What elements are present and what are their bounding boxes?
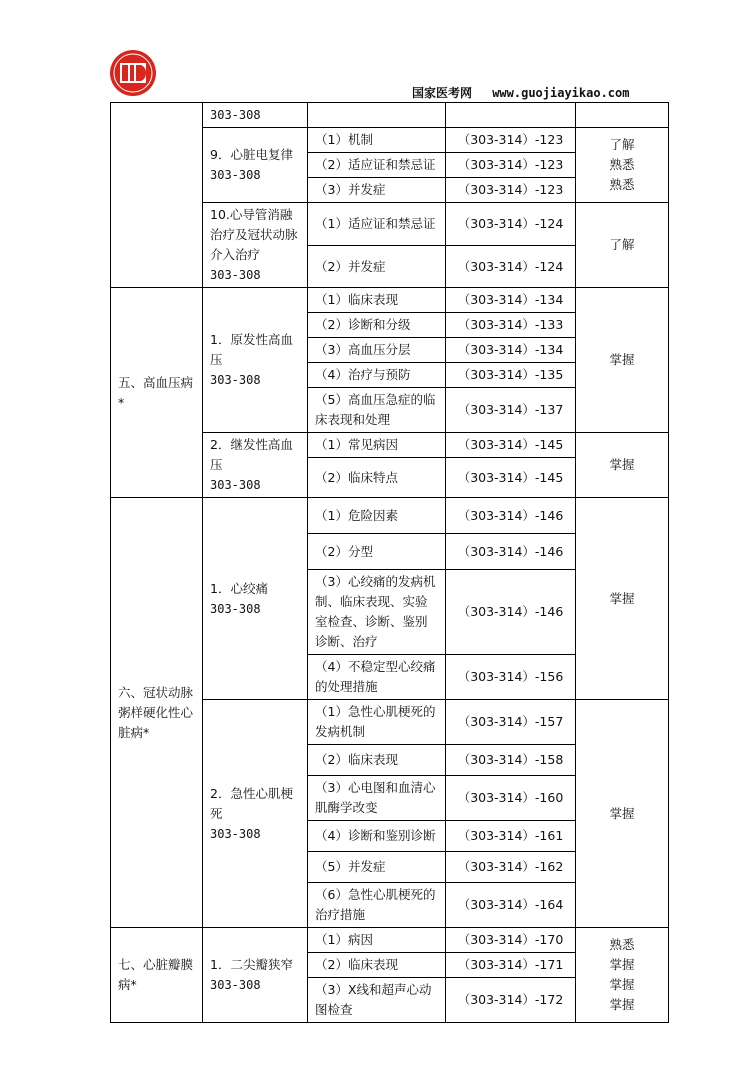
subunit-code: 303-308	[210, 826, 261, 841]
page-cell: （303-314）-146	[446, 498, 576, 534]
level-cell: 掌握	[576, 288, 669, 433]
point-cell: （2）临床表现	[308, 953, 446, 978]
page-cell: （303-314）-134	[446, 338, 576, 363]
subunit-code: 303-308	[210, 268, 261, 282]
level-value: 了解	[609, 137, 635, 152]
point-cell: （3）心电图和血清心肌酶学改变	[308, 776, 446, 821]
page-cell: （303-314）-145	[446, 458, 576, 498]
point-cell: （5）高血压急症的临床表现和处理	[308, 388, 446, 433]
site-header	[412, 84, 629, 101]
page-cell: （303-314）-161	[446, 821, 576, 852]
point-cell: （1）危险因素	[308, 498, 446, 534]
page-cell: （303-314）-156	[446, 655, 576, 700]
point-cell: （4）诊断和鉴别诊断	[308, 821, 446, 852]
page-cell: （303-314）-162	[446, 852, 576, 883]
point-cell: （2）并发症	[308, 246, 446, 288]
subunit-cell	[203, 203, 308, 288]
subunit-title: 10.心导管消融治疗及冠状动脉介入治疗	[210, 207, 298, 262]
level-cell: 了解	[576, 203, 669, 288]
page-cell: （303-314）-135	[446, 363, 576, 388]
subunit-title: 1．心绞痛	[210, 580, 268, 596]
subunit-code: 303-308	[210, 478, 261, 492]
subunit-title: 1．原发性高血压	[210, 332, 293, 367]
page-cell: （303-314）-170	[446, 928, 576, 953]
subunit-title: 9．心脏电复律	[210, 147, 293, 162]
point-cell: （6）急性心肌梗死的治疗措施	[308, 883, 446, 928]
site-name: 国家医考网	[412, 86, 473, 100]
site-url[interactable]: www.guojiayikao.com	[492, 86, 630, 100]
level-cell	[576, 103, 669, 128]
page-cell: （303-314）-133	[446, 313, 576, 338]
page-cell: （303-314）-124	[446, 203, 576, 246]
level-value: 熟悉	[609, 157, 635, 172]
unit-cell: 五、高血压病*	[111, 288, 203, 498]
page-cell: （303-314）-146	[446, 570, 576, 655]
unit-cell: 六、冠状动脉粥样硬化性心脏病*	[111, 498, 203, 928]
level-value: 掌握	[609, 957, 635, 972]
point-cell: （1）病因	[308, 928, 446, 953]
subunit-code: 303-308	[210, 978, 261, 992]
point-cell: （1）常见病因	[308, 433, 446, 458]
subunit-code: 303-308	[210, 168, 261, 182]
subunit-code: 303-308	[210, 601, 261, 616]
point-cell: （3）并发症	[308, 178, 446, 203]
table-row	[111, 498, 669, 534]
subunit-code: 303-308	[203, 103, 308, 128]
table-row	[111, 288, 669, 313]
page-cell: （303-314）-123	[446, 128, 576, 153]
point-cell: （2）诊断和分级	[308, 313, 446, 338]
subunit-code: 303-308	[210, 373, 261, 387]
page-cell	[446, 103, 576, 128]
page-cell: （303-314）-123	[446, 153, 576, 178]
page-cell: （303-314）-137	[446, 388, 576, 433]
page-cell: （303-314）-146	[446, 534, 576, 570]
point-cell: （4）不稳定型心绞痛的处理措施	[308, 655, 446, 700]
page-cell: （303-314）-157	[446, 700, 576, 745]
level-value: 掌握	[609, 977, 635, 992]
table-row	[111, 928, 669, 953]
point-cell: （2）临床表现	[308, 745, 446, 776]
page-cell: （303-314）-171	[446, 953, 576, 978]
point-cell: （1）适应证和禁忌证	[308, 203, 446, 246]
point-cell: （3）X线和超声心动图检查	[308, 978, 446, 1023]
subunit-cell	[203, 128, 308, 203]
point-cell: （1）机制	[308, 128, 446, 153]
point-cell: （2）临床特点	[308, 458, 446, 498]
site-logo	[108, 48, 158, 98]
point-cell: （2）适应证和禁忌证	[308, 153, 446, 178]
level-value: 熟悉	[609, 177, 635, 192]
syllabus-table	[110, 102, 669, 1023]
level-cell	[576, 928, 669, 1023]
subunit-cell	[203, 433, 308, 498]
point-cell: （1）临床表现	[308, 288, 446, 313]
level-value: 熟悉	[609, 937, 635, 952]
point-cell: （3）心绞痛的发病机制、临床表现、实验室检查、诊断、鉴别诊断、治疗	[308, 570, 446, 655]
page-cell: （303-314）-134	[446, 288, 576, 313]
point-cell: （2）分型	[308, 534, 446, 570]
point-cell: （4）治疗与预防	[308, 363, 446, 388]
page-cell: （303-314）-164	[446, 883, 576, 928]
point-cell: （1）急性心肌梗死的发病机制	[308, 700, 446, 745]
subunit-title: 2．急性心肌梗死	[210, 785, 293, 821]
page-cell: （303-314）-145	[446, 433, 576, 458]
page-cell: （303-314）-124	[446, 246, 576, 288]
unit-cell: 七、心脏瓣膜病*	[111, 928, 203, 1023]
point-cell	[308, 103, 446, 128]
subunit-cell	[203, 498, 308, 700]
subunit-title: 2．继发性高血压	[210, 437, 293, 472]
page-cell: （303-314）-158	[446, 745, 576, 776]
level-cell: 掌握	[576, 700, 669, 928]
point-cell: （3）高血压分层	[308, 338, 446, 363]
unit-cell	[111, 103, 203, 288]
subunit-cell	[203, 700, 308, 928]
subunit-cell	[203, 928, 308, 1023]
table-row	[111, 103, 669, 128]
point-cell: （5）并发症	[308, 852, 446, 883]
level-cell: 掌握	[576, 498, 669, 700]
level-value: 掌握	[609, 997, 635, 1012]
level-cell: 掌握	[576, 433, 669, 498]
level-cell	[576, 128, 669, 203]
page-cell: （303-314）-123	[446, 178, 576, 203]
subunit-title: 1．二尖瓣狭窄	[210, 957, 293, 972]
subunit-cell	[203, 288, 308, 433]
page-cell: （303-314）-160	[446, 776, 576, 821]
page-cell: （303-314）-172	[446, 978, 576, 1023]
